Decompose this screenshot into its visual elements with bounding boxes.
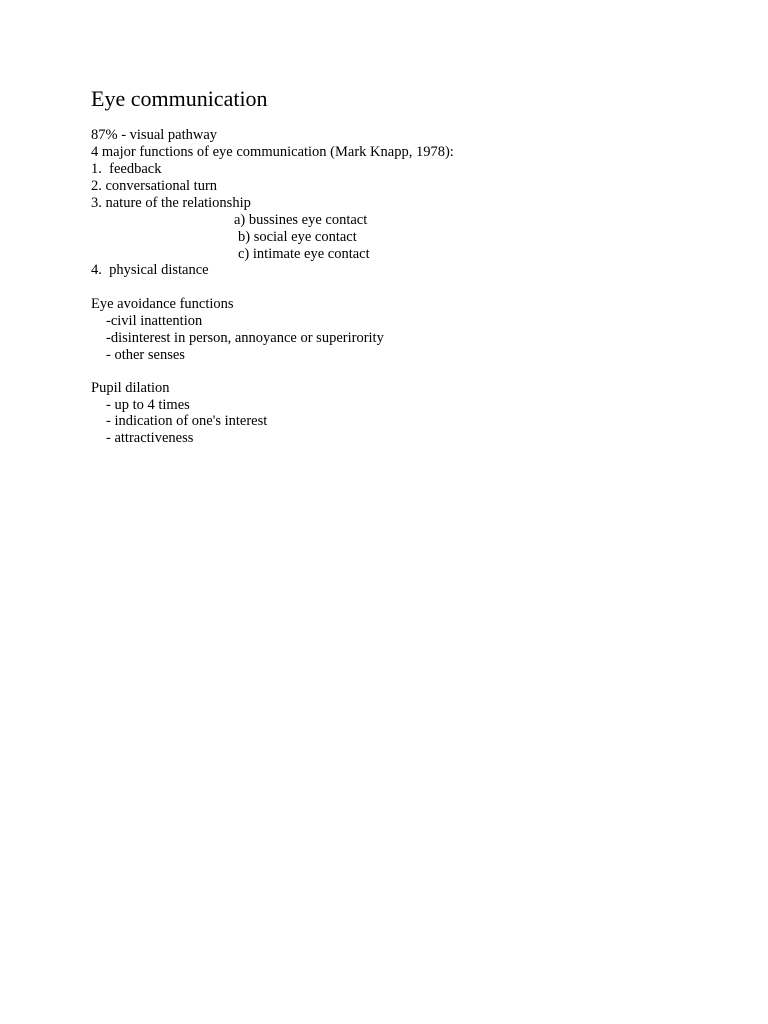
sub-item-business-eye-contact: a) bussines eye contact: [234, 212, 368, 228]
functions-intro-line: 4 major functions of eye communication (Mark Knapp, 1978):: [91, 144, 454, 160]
dilation-bullet-up-to-4-times: - up to 4 times: [106, 397, 190, 413]
function-item-feedback: 1. feedback: [91, 161, 162, 177]
function-item-physical-distance: 4. physical distance: [91, 262, 209, 278]
dilation-bullet-interest: - indication of one's interest: [106, 413, 268, 429]
avoidance-bullet-other-senses: - other senses: [106, 347, 185, 363]
function-item-relationship: 3. nature of the relationship: [91, 195, 251, 211]
visual-pathway-line: 87% - visual pathway: [91, 127, 218, 143]
eye-avoidance-heading: Eye avoidance functions: [91, 296, 234, 312]
function-item-conversational-turn: 2. conversational turn: [91, 178, 218, 194]
document-title: Eye communication: [91, 86, 268, 111]
sub-item-social-eye-contact: b) social eye contact: [238, 229, 357, 245]
dilation-bullet-attractiveness: - attractiveness: [106, 430, 194, 446]
pupil-dilation-heading: Pupil dilation: [91, 380, 170, 396]
avoidance-bullet-disinterest: -disinterest in person, annoyance or superirority: [106, 330, 384, 346]
sub-item-intimate-eye-contact: c) intimate eye contact: [238, 246, 370, 262]
avoidance-bullet-civil-inattention: -civil inattention: [106, 313, 203, 329]
